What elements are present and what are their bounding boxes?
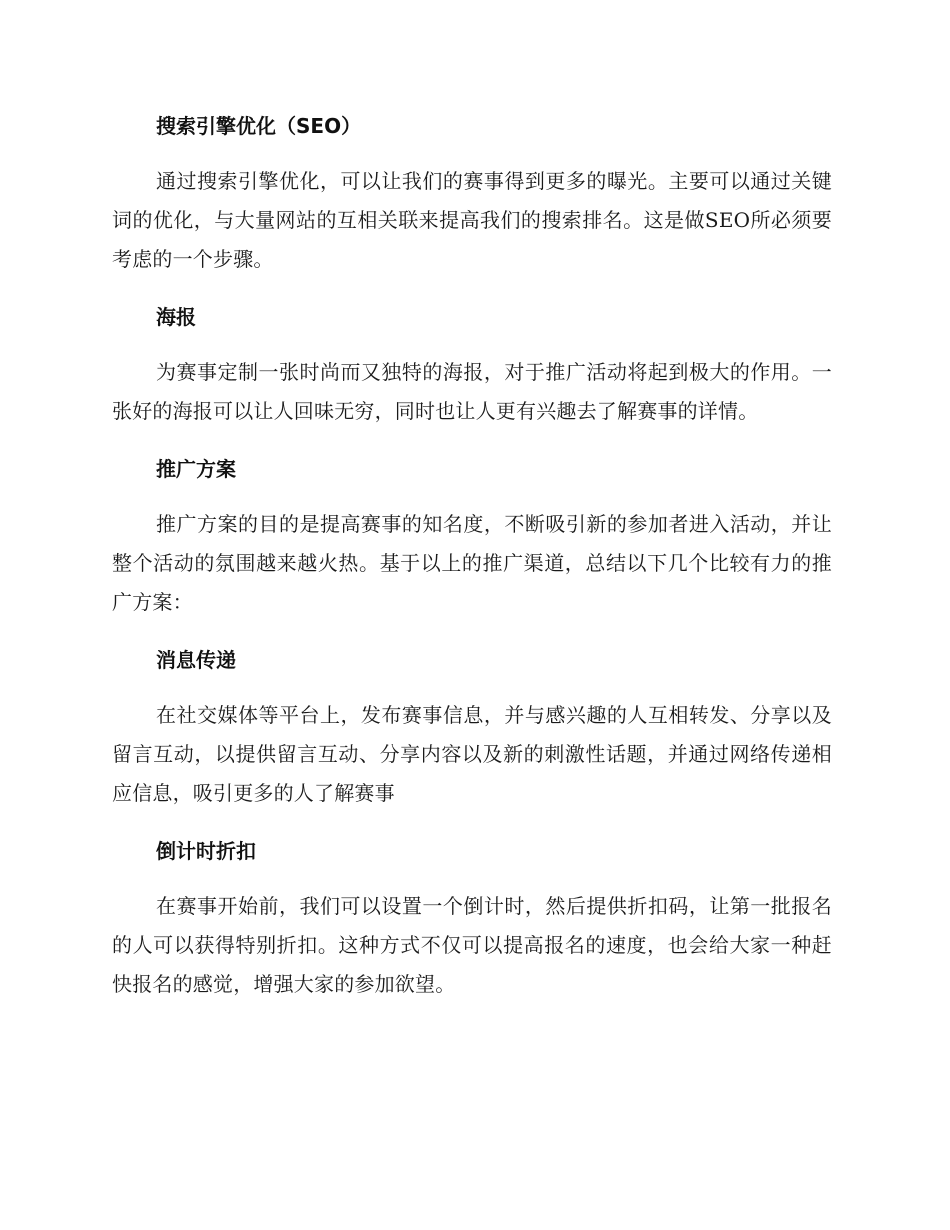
section-seo xyxy=(112,106,832,279)
section-paragraph: 在社交媒体等平台上，发布赛事信息，并与感兴趣的人互相转发、分享以及留言互动，以提供留言互动、分享内容以及新的刺激性话题，并通过网络传递相应信息，吸引更多的人了解赛事 xyxy=(112,703,832,805)
section-heading: 海报 xyxy=(156,305,196,329)
section-countdown-discount xyxy=(112,831,832,1004)
section-paragraph: 推广方案的目的是提高赛事的知名度，不断吸引新的参加者进入活动，并让整个活动的氛围越来越火热。基于以上的推广渠道，总结以下几个比较有力的推广方案： xyxy=(112,512,832,614)
section-paragraph: 为赛事定制一张时尚而又独特的海报，对于推广活动将起到极大的作用。一张好的海报可以让人回味无穷，同时也让人更有兴趣去了解赛事的详情。 xyxy=(112,360,832,423)
section-heading: 消息传递 xyxy=(156,648,236,672)
section-paragraph: 通过搜索引擎优化，可以让我们的赛事得到更多的曝光。主要可以通过关键词的优化，与大量网站的互相关联来提高我们的搜索排名。这是做SEO所必须要考虑的一个步骤。 xyxy=(112,169,832,271)
section-messaging xyxy=(112,640,832,813)
section-heading: 倒计时折扣 xyxy=(156,839,256,863)
section-promotion-plan xyxy=(112,449,832,622)
section-paragraph: 在赛事开始前，我们可以设置一个倒计时，然后提供折扣码，让第一批报名的人可以获得特别折扣。这种方式不仅可以提高报名的速度，也会给大家一种赶快报名的感觉，增强大家的参加欲望。 xyxy=(112,894,832,996)
document-page xyxy=(112,106,832,1022)
section-heading: 推广方案 xyxy=(156,457,236,481)
section-heading: 搜索引擎优化（SEO） xyxy=(156,114,362,138)
section-poster xyxy=(112,297,832,431)
